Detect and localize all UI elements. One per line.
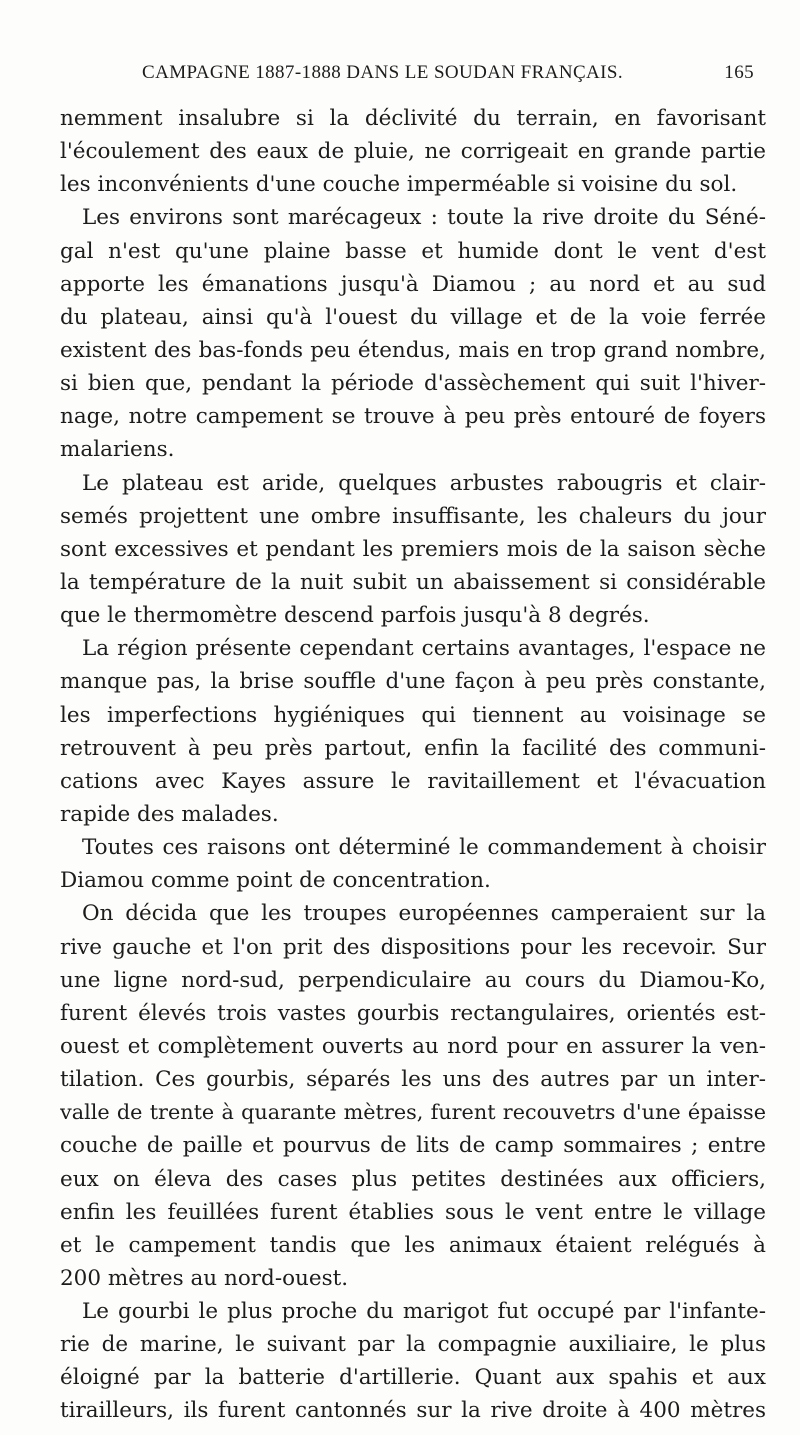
paragraph xyxy=(60,632,766,831)
text-line: tilation. Ces gourbis, séparés les uns des autres par un inter- xyxy=(60,1067,766,1093)
text-line: cations avec Kayes assure le ravitaillement et l'évacuation xyxy=(60,768,766,794)
text-line: les inconvénients d'une couche imperméable si voisine du sol. xyxy=(60,172,738,198)
page-number: 165 xyxy=(724,62,754,83)
text-line: enfin les feuillées furent établies sous le vent entre le village xyxy=(60,1199,766,1225)
text-line: Diamou comme point de concentration. xyxy=(60,868,491,894)
text-line: retrouvent à peu près partout, enfin la facilité des communi- xyxy=(60,735,766,761)
text-line: et le campement tandis que les animaux étaient relégués à xyxy=(60,1232,766,1258)
running-title: CAMPAGNE 1887-1888 DANS LE SOUDAN FRANÇAIS. xyxy=(142,62,623,83)
paragraph xyxy=(60,897,766,1295)
text-line: éloigné par la batterie d'artillerie. Quant aux spahis et aux xyxy=(60,1365,766,1391)
text-line: tirailleurs, ils furent cantonnés sur la rive droite à 400 mètres xyxy=(60,1398,766,1424)
text-line: gal n'est qu'une plaine basse et humide dont le vent d'est xyxy=(60,238,766,264)
text-line: une ligne nord-sud, perpendiculaire au cours du Diamou-Ko, xyxy=(60,967,766,993)
page-header xyxy=(62,60,754,90)
text-line: les imperfections hygiéniques qui tiennent au voisinage se xyxy=(60,702,766,728)
text-line: Les environs sont marécageux : toute la rive droite du Séné- xyxy=(82,205,766,231)
text-line: existent des bas-fonds peu étendus, mais en trop grand nombre, xyxy=(60,337,766,363)
text-line: manque pas, la brise souffle d'une façon à peu près constante, xyxy=(60,669,766,695)
text-line: valle de trente à quarante mètres, furent recouvetrs d'une épaisse xyxy=(60,1100,766,1125)
text-line: nemment insalubre si la déclivité du terrain, en favorisant xyxy=(60,106,766,131)
text-line: Le gourbi le plus proche du marigot fut occupé par l'infante- xyxy=(82,1299,766,1325)
text-line: furent élevés trois vastes gourbis rectangulaires, orientés est- xyxy=(60,1000,766,1026)
text-line: On décida que les troupes européennes camperaient sur la xyxy=(82,901,766,927)
text-line: que le thermomètre descend parfois jusqu'à 8 degrés. xyxy=(60,603,650,629)
paragraph xyxy=(60,831,766,897)
text-line: du plateau, ainsi qu'à l'ouest du village et de la voie ferrée xyxy=(60,304,766,330)
text-line: eux on éleva des cases plus petites destinées aux officiers, xyxy=(60,1166,766,1192)
paragraph xyxy=(60,467,766,633)
text-line: Toutes ces raisons ont déterminé le commandement à choisir xyxy=(82,835,766,861)
body-text xyxy=(60,102,766,1428)
text-line: rive gauche et l'on prit des dispositions pour les recevoir. Sur xyxy=(60,934,766,960)
paragraph xyxy=(60,102,766,201)
text-line: rapide des malades. xyxy=(60,801,279,827)
paragraph xyxy=(60,201,766,466)
text-line: rie de marine, le suivant par la compagnie auxiliaire, le plus xyxy=(60,1332,766,1358)
text-line: sont excessives et pendant les premiers mois de la saison sèche xyxy=(60,536,766,562)
text-line: La région présente cependant certains avantages, l'espace ne xyxy=(82,636,766,662)
text-line: nage, notre campement se trouve à peu près entouré de foyers xyxy=(60,404,766,430)
text-line: semés projettent une ombre insuffisante, les chaleurs du jour xyxy=(60,503,766,529)
text-line: l'écoulement des eaux de pluie, ne corrigeait en grande partie xyxy=(60,139,766,165)
text-line: ouest et complètement ouverts au nord pour en assurer la ven- xyxy=(60,1033,766,1059)
paragraph xyxy=(60,1295,766,1428)
text-line: la température de la nuit subit un abaissement si considérable xyxy=(60,569,766,595)
text-line: malariens. xyxy=(60,437,175,463)
text-line: apporte les émanations jusqu'à Diamou ; au nord et au sud xyxy=(60,271,766,297)
text-line: 200 mètres au nord-ouest. xyxy=(60,1265,349,1291)
text-line: si bien que, pendant la période d'assèchement qui suit l'hiver- xyxy=(60,371,766,397)
text-line: Le plateau est aride, quelques arbustes rabougris et clair- xyxy=(82,470,766,496)
text-line: couche de paille et pourvus de lits de camp sommaires ; entre xyxy=(60,1133,766,1159)
